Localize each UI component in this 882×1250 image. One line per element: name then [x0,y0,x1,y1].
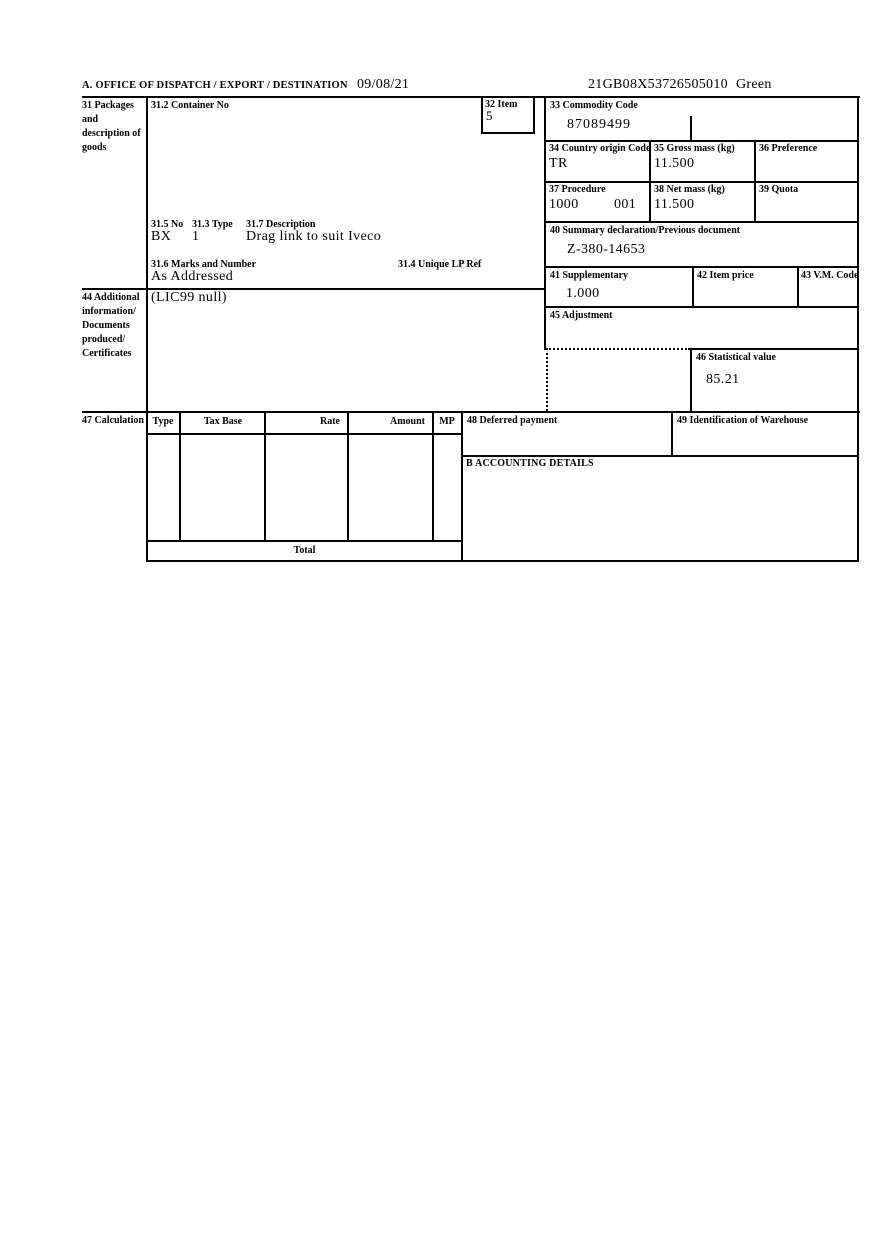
box39-label: 39 Quota [759,184,799,195]
box41-label: 41 Supplementary [550,270,629,281]
box43-label: 43 V.M. Code [801,270,859,281]
movement-reference-number: 21GB08X53726505010 [588,77,728,92]
adjustment-dotted-top-border [546,348,690,350]
box49-label: 49 Identification of Warehouse [677,415,809,426]
form-top-border [82,96,860,98]
box35-36-divider [754,140,756,223]
box33-value: 87089499 [567,117,631,132]
box46-value: 85.21 [706,372,740,387]
box37-row-bottom-border [544,221,858,223]
box48-49-divider [671,411,673,455]
box40-label: 40 Summary declaration/Previous document [550,225,741,236]
form-right-border [857,96,859,562]
box35-label: 35 Gross mass (kg) [654,143,735,154]
left-column-divider [146,96,148,562]
box38-label: 38 Net mass (kg) [654,184,725,195]
box31-label: 31 Packages and description of goods [82,100,141,153]
commodity-code-subfield-divider [690,116,692,142]
box31-6-value: As Addressed [151,269,234,284]
calc-column-tax-base: Tax Base [203,416,243,427]
box41-row-bottom-border [544,306,858,308]
box40-value: Z-380-14653 [567,242,646,257]
calc-column-amount: Amount [389,416,425,427]
accounting-details-label: B ACCOUNTING DETAILS [466,458,594,469]
box31-4-label: 31.4 Unique LP Ref [398,259,482,270]
adjustment-dotted-left-border [546,348,548,411]
center-column-divider [544,96,546,350]
box44-value: (LIC99 null) [151,290,227,305]
box31-7-value: Drag link to suit Iveco [246,229,382,244]
box46-label: 46 Statistical value [696,352,776,363]
box38-value: 11.500 [654,197,695,212]
box32-value: 5 [486,108,493,123]
box34-value: TR [549,156,568,171]
box45-label: 45 Adjustment [550,310,613,321]
box37-value-additional: 001 [614,197,637,212]
calc-column-rate: Rate [320,416,340,427]
box46-top-border [690,348,858,350]
box31-3-label: 31.3 Type [192,219,233,230]
box40-bottom-border [544,266,858,268]
calc-header-bottom-border [146,433,463,435]
box32-label: 32 Item [485,99,518,110]
box46-left-border [690,348,692,411]
box44-bottom-border [82,411,860,413]
calc-type-divider [179,411,181,540]
box36-label: 36 Preference [759,143,818,154]
box37-value-main: 1000 [549,197,579,212]
box42-43-divider [797,266,799,308]
box42-label: 42 Item price [697,270,754,281]
box44-label: 44 Additional information/ Documents produced/ Certificates [82,292,140,359]
calc-amount-divider [432,411,434,540]
box31-2-label: 31.2 Container No [151,100,229,111]
calc-total-label: Total [293,545,316,556]
calc-taxbase-divider [264,411,266,540]
box31-6-label: 31.6 Marks and Number [151,259,257,270]
box48-bottom-border [461,455,858,457]
box37-label: 37 Procedure [549,184,606,195]
box31-5-label: 31.5 No [151,219,184,230]
box33-bottom-border [544,140,858,142]
box34-label: 34 Country origin Code [549,143,651,154]
acceptance-date: 09/08/21 [357,77,410,92]
box41-42-divider [692,266,694,308]
box41-value: 1.000 [566,286,600,301]
box47-label: 47 Calculation [82,415,144,426]
box31-3-value: 1 [192,229,200,244]
box35-value: 11.500 [654,156,695,171]
calc-body-bottom-border [146,540,463,542]
form-bottom-border [146,560,858,562]
routing-indicator: Green [736,77,772,92]
calc-rate-divider [347,411,349,540]
office-of-dispatch-label: A. OFFICE OF DISPATCH / EXPORT / DESTINATION [82,80,348,91]
box48-label: 48 Deferred payment [467,415,558,426]
box31-5-value: BX [151,229,172,244]
calc-column-type: Type [152,416,174,427]
calc-column-mp: MP [439,416,455,427]
box34-row-bottom-border [544,181,858,183]
box31-7-label: 31.7 Description [246,219,316,230]
box33-label: 33 Commodity Code [550,100,638,111]
